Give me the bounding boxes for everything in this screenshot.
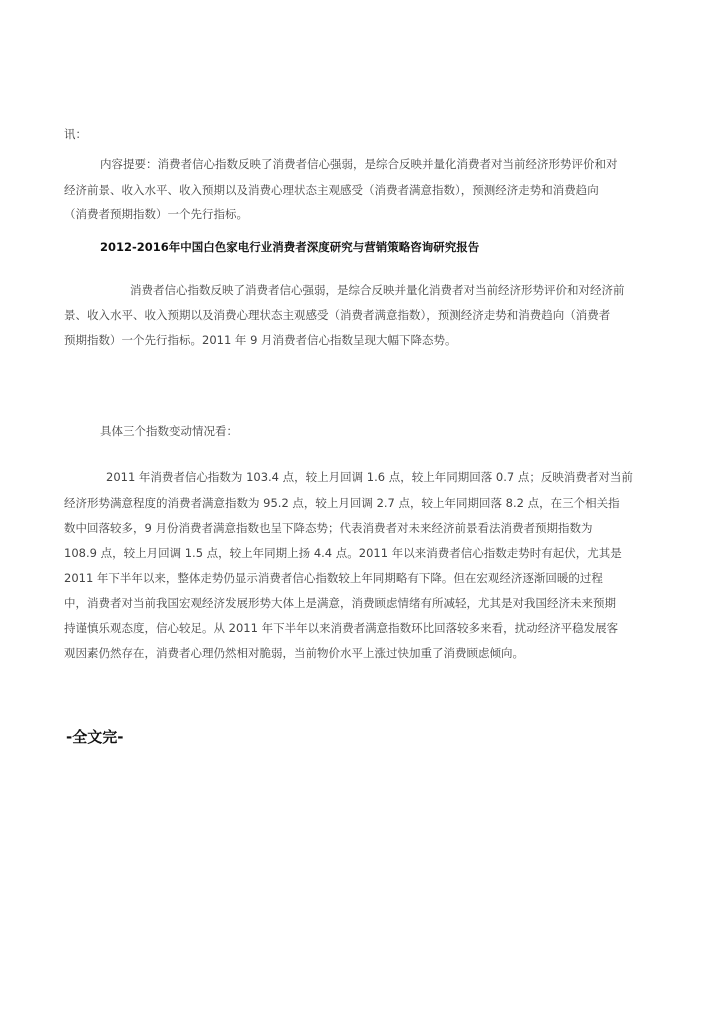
detail-line: 108.9 点，较上月回调 1.5 点，较上年同期上扬 4.4 点。2011 年以来消费者信心指数走势时有起伏，尤其是	[64, 546, 622, 560]
detail-line: 观因素仍然存在，消费者心理仍然相对脆弱，当前物价水平上涨过快加重了消费顾虑倾向。	[64, 646, 524, 660]
detail-line: 中，消费者对当前我国宏观经济发展形势大体上是满意，消费顾虑情绪有所减轻，尤其是对我国经济未来预期	[64, 596, 616, 610]
detail-line: 经济形势满意程度的消费者满意指数为 95.2 点，较上月回调 2.7 点，较上年同期回落 8.2 点，在三个相关指	[64, 496, 620, 510]
report-title: 2012-2016年中国白色家电行业消费者深度研究与营销策略咨询研究报告	[100, 240, 480, 254]
summary-line: 经济前景、收入水平、收入预期以及消费心理状态主观感受（消费者满意指数），预测经济走势和消费趋向	[64, 183, 599, 197]
section-subheading: 具体三个指数变动情况看：	[100, 424, 238, 438]
detail-line: 2011 年下半年以来，整体走势仍显示消费者信心指数较上年同期略有下降。但在宏观经济逐渐回暖的过程	[64, 571, 603, 585]
intro-line: 消费者信心指数反映了消费者信心强弱，是综合反映并量化消费者对当前经济形势评价和对经济前	[130, 283, 625, 297]
summary-line: 内容提要：消费者信心指数反映了消费者信心强弱，是综合反映并量化消费者对当前经济形势评价和对	[100, 157, 618, 171]
detail-line: 2011 年消费者信心指数为 103.4 点，较上月回调 1.6 点，较上年同期回落 0.7 点；反映消费者对当前	[106, 470, 633, 484]
intro-line: 景、收入水平、收入预期以及消费心理状态主观感受（消费者满意指数），预测经济走势和消费趋向（消费者	[64, 308, 611, 322]
detail-line: 持谨慎乐观态度，信心较足。从 2011 年下半年以来消费者满意指数环比回落较多来看，扰动经济平稳发展客	[64, 621, 619, 635]
end-of-document-mark: -全文完-	[66, 728, 124, 746]
intro-line: 预期指数）一个先行指标。2011 年 9 月消费者信心指数呈现大幅下降态势。	[64, 333, 457, 347]
detail-line: 数中回落较多，9 月份消费者满意指数也呈下降态势；代表消费者对未来经济前景看法消费者预期指数为	[64, 521, 593, 535]
fragment-text: 讯：	[64, 127, 87, 141]
summary-line: （消费者预期指数）一个先行指标。	[64, 207, 248, 221]
